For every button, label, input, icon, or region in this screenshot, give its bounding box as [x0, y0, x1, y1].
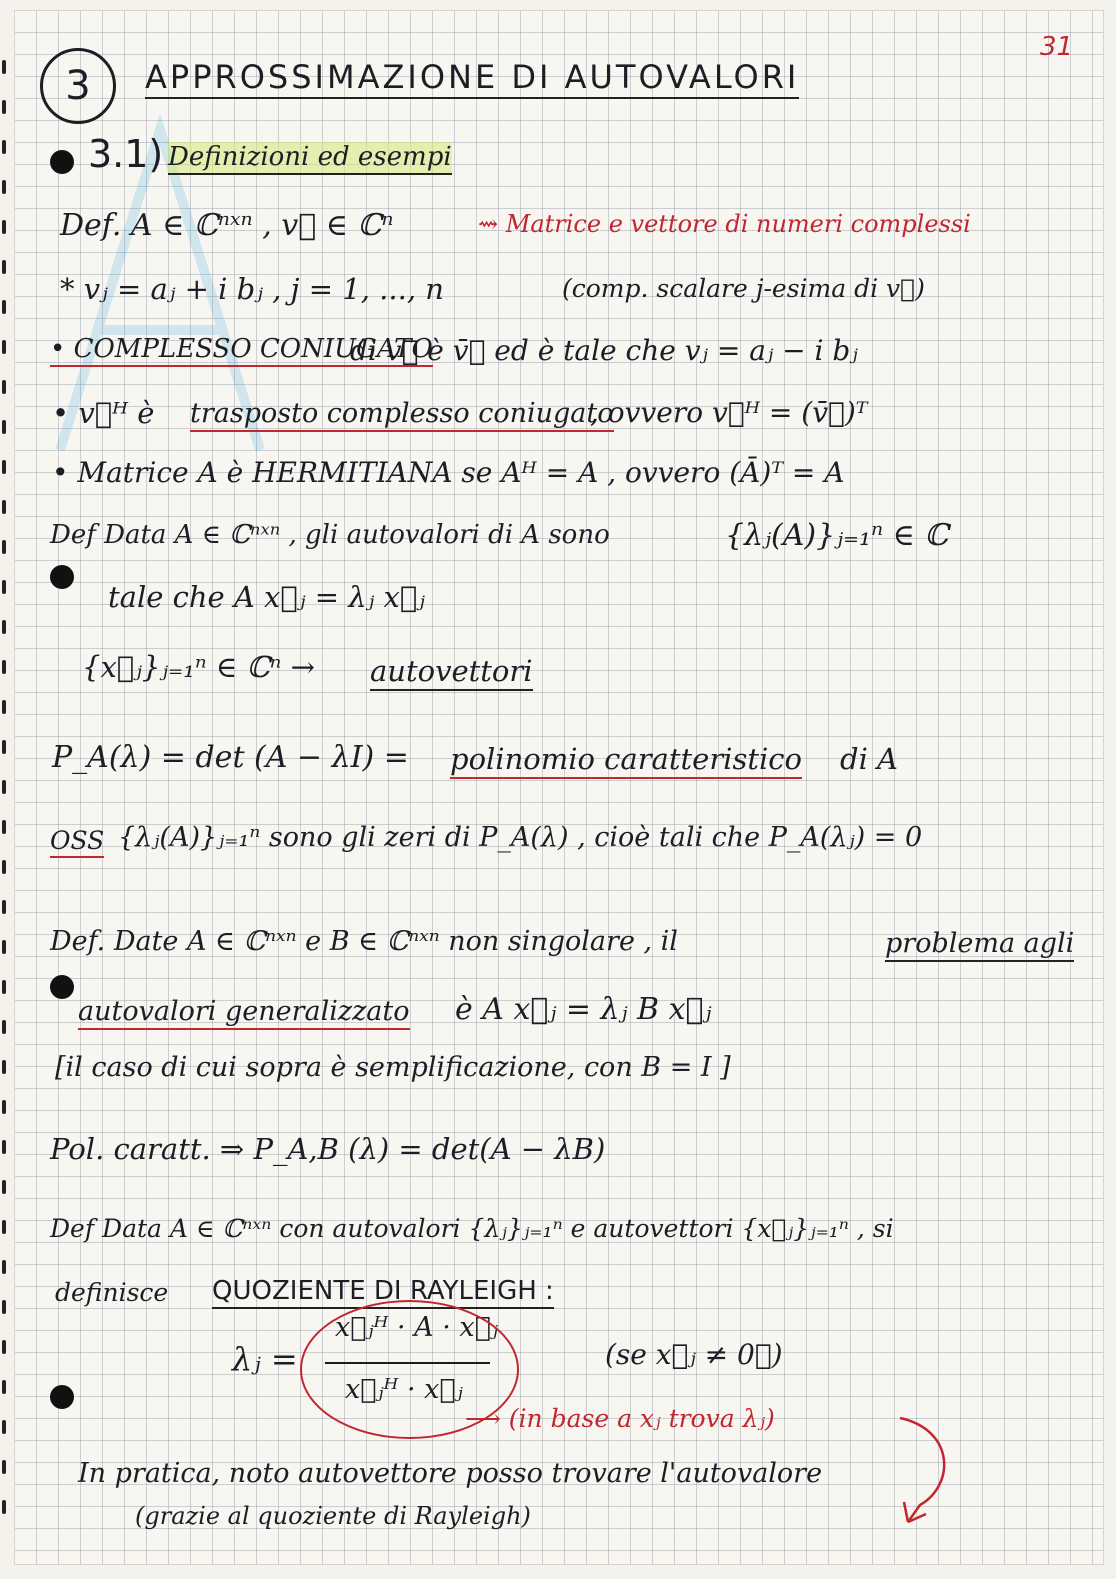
rq-note: ⟶ (in base a xⱼ trova λⱼ): [465, 1404, 775, 1433]
def3-remark: [il caso di cui sopra è semplificazione, con B = I ]: [55, 1052, 731, 1083]
def2-statement: Def Data A ∈ ℂⁿˣⁿ , gli autovalori di A sono: [50, 520, 610, 550]
oss-statement: {λⱼ(A)}ⱼ₌₁ⁿ sono gli zeri di P_A(λ) , cioè tali che P_A(λⱼ) = 0: [118, 822, 923, 853]
punch-hole: [50, 975, 74, 999]
def2-eigenvalues-set: {λⱼ(A)}ⱼ₌₁ⁿ ∈ ℂ: [725, 518, 949, 553]
punch-hole: [50, 1385, 74, 1409]
hermitian-transpose-term: trasposto complesso coniugato: [190, 398, 614, 432]
page-number: 31: [1040, 32, 1074, 62]
section-number-circle: 3: [40, 48, 116, 124]
def3-statement: Def. Date A ∈ ℂⁿˣⁿ e B ∈ ℂⁿˣⁿ non singolare , il: [50, 926, 678, 957]
generalized-char-poly: Pol. caratt. ⇒ P_A,B (λ) = det(A − λB): [50, 1132, 606, 1166]
oss-label: OSS: [50, 826, 104, 858]
hermitian-transpose-def: , ovvero v⃗ᴴ = (v̄⃗)ᵀ: [590, 396, 868, 429]
def2-eigen-equation: tale che A x⃗ⱼ = λⱼ x⃗ⱼ: [108, 580, 425, 614]
red-arrow-icon: [860, 1410, 970, 1540]
char-poly-formula: P_A(λ) = det (A − λI) =: [52, 740, 409, 775]
component-note: (comp. scalare j-esima di v⃗): [562, 274, 925, 303]
component-definition: * vⱼ = aⱼ + i bⱼ , j = 1, ..., n: [60, 272, 444, 306]
conclusion-line1: In pratica, noto autovettore posso trovare l'autovalore: [78, 1458, 823, 1489]
def1-statement: Def. A ∈ ℂⁿˣⁿ , v⃗ ∈ ℂⁿ: [60, 208, 394, 243]
def4-statement: Def Data A ∈ ℂⁿˣⁿ con autovalori {λⱼ}ⱼ₌₁ⁿ e autovettori {x⃗ⱼ}ⱼ₌₁ⁿ , si: [50, 1214, 894, 1243]
rayleigh-quotient-title: QUOZIENTE DI RAYLEIGH :: [212, 1276, 554, 1309]
hermitian-matrix-def: • Matrice A è HERMITIANA se Aᴴ = A , ovvero (Ā)ᵀ = A: [52, 456, 845, 489]
def3-generalized-term: autovalori generalizzato: [78, 996, 410, 1030]
rq-denominator: x⃗ⱼᴴ · x⃗ⱼ: [345, 1374, 463, 1405]
conclusion-line2: (grazie al quoziente di Rayleigh): [135, 1502, 531, 1530]
def4-defines: definisce: [55, 1278, 169, 1307]
rq-lhs: λⱼ =: [232, 1340, 298, 1378]
def2-eigenvectors-set: {x⃗ⱼ}ⱼ₌₁ⁿ ∈ ℂⁿ →: [82, 650, 315, 684]
def1-note: ⇝ Matrice e vettore di numeri complessi: [478, 210, 971, 238]
conjugate-label: • COMPLESSO CONIUGATO: [50, 334, 433, 367]
char-poly-suffix: di A: [840, 742, 898, 776]
rq-condition: (se x⃗ⱼ ≠ 0⃗): [605, 1338, 783, 1371]
subsection-number: 3.1): [88, 132, 164, 176]
punch-hole: [50, 565, 74, 589]
def3-problem-term: problema agli: [885, 928, 1074, 962]
def3-equation: è A x⃗ⱼ = λⱼ B x⃗ⱼ: [455, 992, 712, 1027]
rq-numerator: x⃗ⱼᴴ · A · x⃗ⱼ: [335, 1312, 498, 1343]
page-title: APPROSSIMAZIONE DI AUTOVALORI: [145, 58, 799, 99]
subsection-title: Definizioni ed esempi: [168, 142, 452, 175]
hermitian-transpose-a: • v⃗ᴴ è: [52, 396, 155, 430]
conjugate-definition: di v⃗ è v̄⃗ ed è tale che vⱼ = aⱼ − i bⱼ: [350, 334, 858, 367]
char-poly-term: polinomio caratteristico: [450, 742, 802, 779]
def2-eigenvectors-label: autovettori: [370, 654, 533, 691]
